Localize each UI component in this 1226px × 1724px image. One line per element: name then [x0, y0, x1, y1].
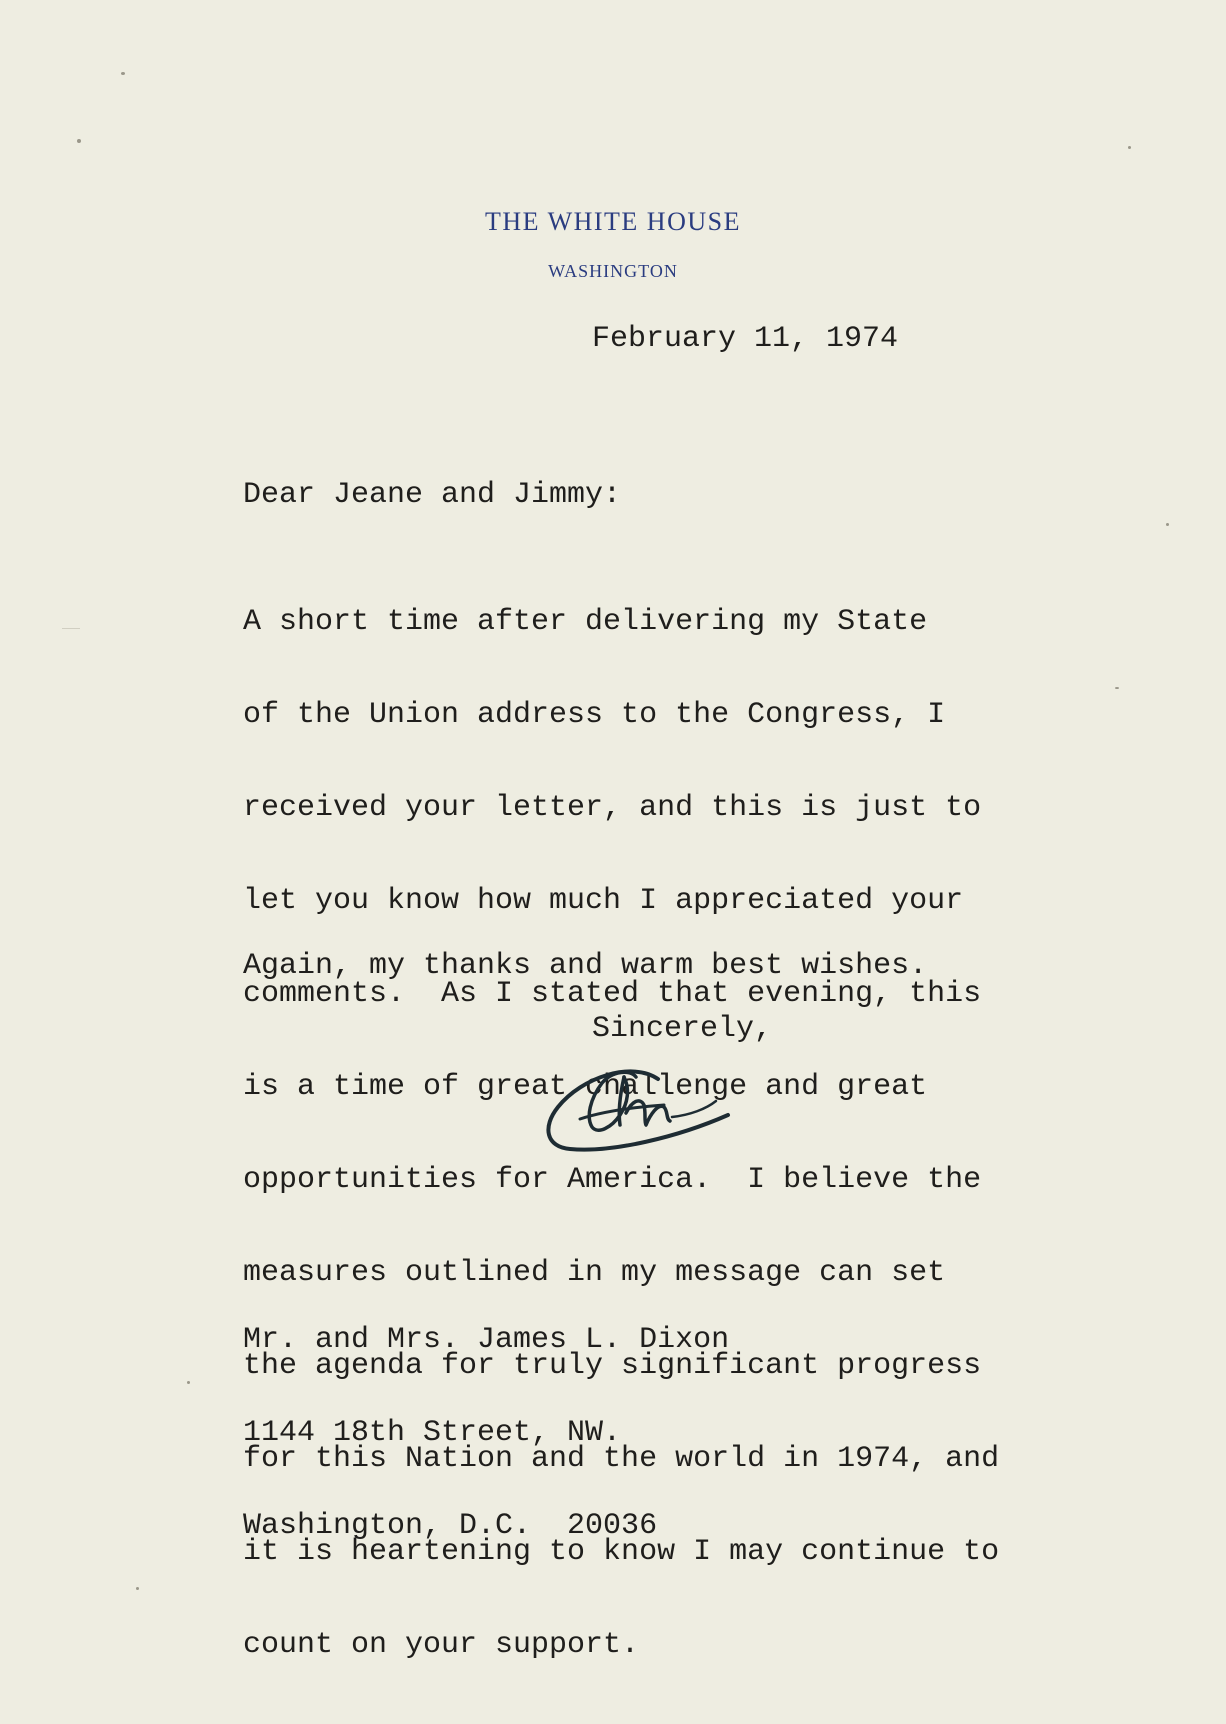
body-line: comments. As I stated that evening, this	[243, 977, 982, 1011]
paper-speck	[187, 1381, 190, 1384]
body-line: it is heartening to know I may continue to	[243, 1535, 1000, 1569]
body-line: opportunities for America. I believe the	[243, 1163, 982, 1197]
body-line: count on your support.	[243, 1628, 640, 1662]
paper-speck	[136, 1587, 139, 1590]
letterhead-subtitle: WASHINGTON	[548, 261, 678, 281]
body-line: of the Union address to the Congress, I	[243, 698, 946, 732]
paper-speck	[1166, 523, 1169, 526]
salutation: Dear Jeane and Jimmy:	[243, 478, 622, 512]
body-line: measures outlined in my message can set	[243, 1256, 946, 1290]
body-line: for this Nation and the world in 1974, and	[243, 1442, 1000, 1476]
signoff: Sincerely,	[592, 1012, 773, 1046]
letter-date: February 11, 1974	[592, 322, 899, 356]
paper-speck	[1115, 687, 1119, 689]
letterhead-title: THE WHITE HOUSE	[485, 207, 741, 236]
body-line: let you know how much I appreciated your	[243, 884, 964, 918]
recipient-address	[243, 1263, 729, 1604]
paper-speck	[121, 72, 125, 75]
handwritten-signature-icon	[540, 1055, 760, 1155]
address-line: 1144 18th Street, NW.	[243, 1416, 622, 1450]
body-line: the agenda for truly significant progress	[243, 1349, 982, 1383]
body-line: received your letter, and this is just to	[243, 791, 982, 825]
address-line: Mr. and Mrs. James L. Dixon	[243, 1323, 730, 1357]
body-line: A short time after delivering my State	[243, 605, 928, 639]
address-line: Washington, D.C. 20036	[243, 1509, 658, 1543]
paper-speck	[1128, 146, 1131, 149]
paper-speck	[77, 139, 81, 143]
paper-speck	[62, 628, 80, 629]
closing-line: Again, my thanks and warm best wishes.	[243, 949, 928, 983]
body-line: is a time of great challenge and great	[243, 1070, 928, 1104]
